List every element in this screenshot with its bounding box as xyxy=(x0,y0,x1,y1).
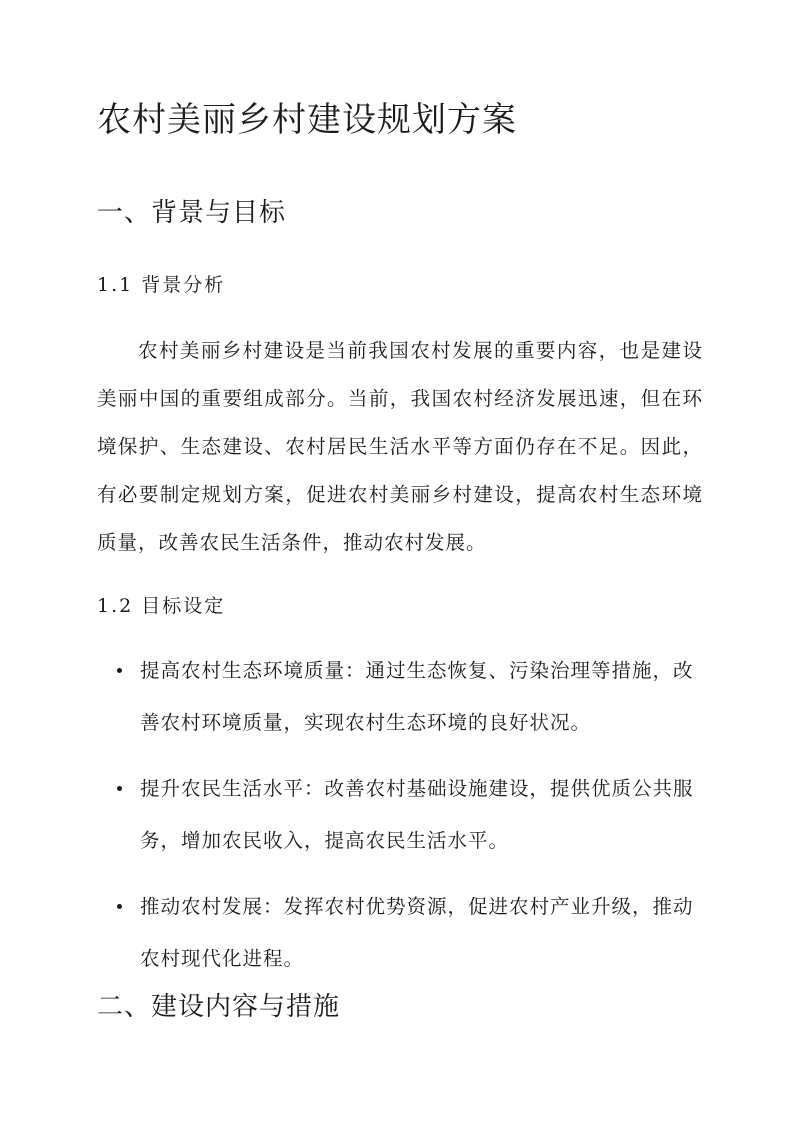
list-item-text: 推动农村发展：发挥农村优势资源，促进农村产业升级，推动农村现代化进程。 xyxy=(140,895,694,970)
bullet-icon xyxy=(117,904,122,909)
list-item xyxy=(97,645,703,749)
list-item-text: 提高农村生态环境质量：通过生态恢复、污染治理等措施，改善农村环境质量，实现农村生态环境的良好状况。 xyxy=(140,659,694,734)
bullet-icon xyxy=(117,668,122,673)
subsection-1-2-heading: 1.2 目标设定 xyxy=(97,595,226,617)
section-1-heading: 一、背景与目标 xyxy=(97,198,287,228)
background-analysis-paragraph: 农村美丽乡村建设是当前我国农村发展的重要内容，也是建设美丽中国的重要组成部分。当前，我国农村经济发展迅速，但在环境保护、生态建设、农村居民生活水平等方面仍存在不足。因此，有必要制定规划方案，促进农村美丽乡村建设，提高农村生态环境质量，改善农民生活条件，推动农村发展。 xyxy=(97,339,703,554)
subsection-1-1-heading: 1.1 背景分析 xyxy=(97,274,226,296)
list-item-text: 提升农民生活水平：改善农村基础设施建设，提供优质公共服务，增加农民收入，提高农民生活水平。 xyxy=(140,777,694,852)
section-2-heading: 二、建设内容与措施 xyxy=(97,992,341,1022)
list-item xyxy=(97,881,703,985)
list-item xyxy=(97,763,703,867)
document-title: 农村美丽乡村建设规划方案 xyxy=(97,100,517,140)
bullet-icon xyxy=(117,786,122,791)
goals-list xyxy=(97,645,703,999)
